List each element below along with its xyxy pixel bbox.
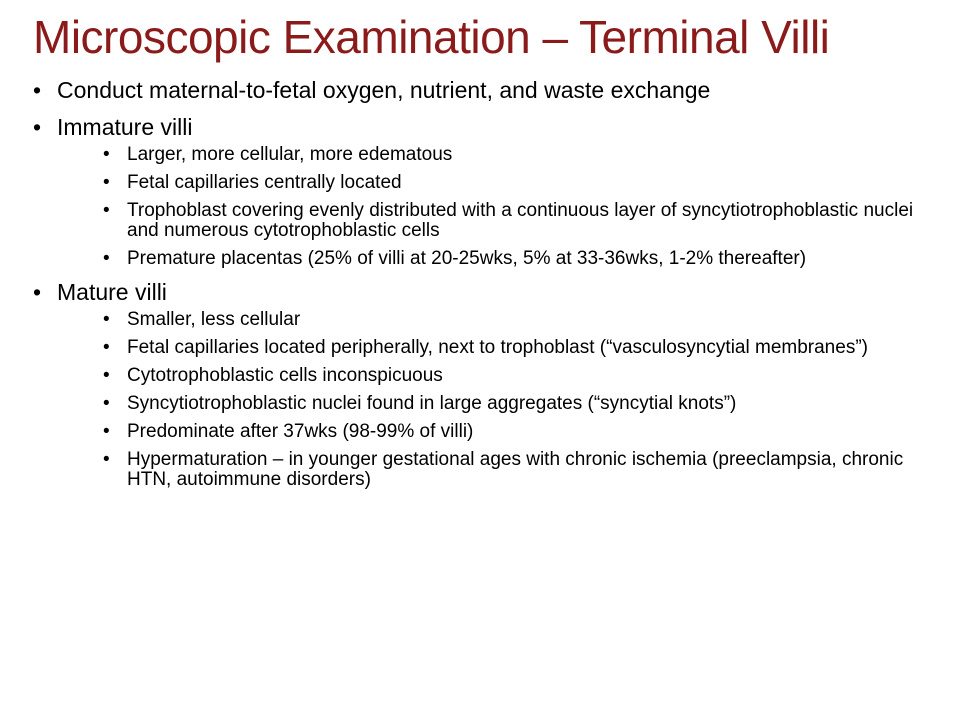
sub-bullet-item — [103, 338, 920, 358]
bullet-dot-icon: • — [103, 449, 110, 470]
bullet-text: Mature villi — [57, 279, 167, 305]
bullet-dot-icon: • — [103, 337, 110, 358]
bullet-dot-icon: • — [103, 172, 110, 193]
sub-bullet-text: Fetal capillaries located peripherally, next to trophoblast (“vasculosyncytial membranes”) — [127, 337, 868, 358]
sub-bullet-text: Predominate after 37wks (98-99% of villi) — [127, 421, 474, 442]
sub-bullet-text: Fetal capillaries centrally located — [127, 172, 402, 193]
bullet-dot-icon: • — [33, 114, 42, 140]
sub-bullet-item — [103, 249, 920, 269]
bullet-dot-icon: • — [103, 200, 110, 221]
bullet-text: Conduct maternal-to-fetal oxygen, nutrient, and waste exchange — [57, 77, 711, 103]
sub-bullet-text: Larger, more cellular, more edematous — [127, 144, 453, 165]
sub-bullet-item — [103, 145, 920, 165]
bullet-item-mature-villi — [33, 278, 920, 490]
bullet-dot-icon: • — [103, 144, 110, 165]
sub-bullet-item — [103, 173, 920, 193]
sub-bullet-item — [103, 394, 920, 414]
bullet-dot-icon: • — [103, 365, 110, 386]
bullet-dot-icon: • — [103, 421, 110, 442]
bullet-dot-icon: • — [103, 309, 110, 330]
sub-bullet-item — [103, 450, 920, 490]
sub-bullet-item — [103, 366, 920, 386]
sub-bullet-list — [57, 310, 920, 490]
sub-bullet-text: Trophoblast covering evenly distributed with a continuous layer of syncytiotrophoblastic nuclei and numerous cytotrophoblastic cells — [127, 200, 914, 241]
bullet-dot-icon: • — [103, 248, 110, 269]
sub-bullet-item — [103, 422, 920, 442]
sub-bullet-text: Syncytiotrophoblastic nuclei found in large aggregates (“syncytial knots”) — [127, 393, 737, 414]
bullet-dot-icon: • — [33, 279, 42, 305]
bullet-list — [33, 76, 920, 490]
sub-bullet-text: Hypermaturation – in younger gestational ages with chronic ischemia (preeclampsia, chronic HTN, autoimmune disorders) — [127, 449, 904, 490]
sub-bullet-item — [103, 201, 920, 241]
bullet-text: Immature villi — [57, 114, 193, 140]
sub-bullet-list — [57, 145, 920, 269]
bullet-item-immature-villi — [33, 113, 920, 269]
bullet-dot-icon: • — [103, 393, 110, 414]
bullet-dot-icon: • — [33, 77, 42, 103]
sub-bullet-item — [103, 310, 920, 330]
sub-bullet-text: Premature placentas (25% of villi at 20-25wks, 5% at 33-36wks, 1-2% thereafter) — [127, 248, 807, 269]
sub-bullet-text: Cytotrophoblastic cells inconspicuous — [127, 365, 443, 386]
sub-bullet-text: Smaller, less cellular — [127, 309, 301, 330]
bullet-item-exchange — [33, 76, 920, 104]
slide-title: Microscopic Examination – Terminal Villi — [33, 11, 830, 63]
